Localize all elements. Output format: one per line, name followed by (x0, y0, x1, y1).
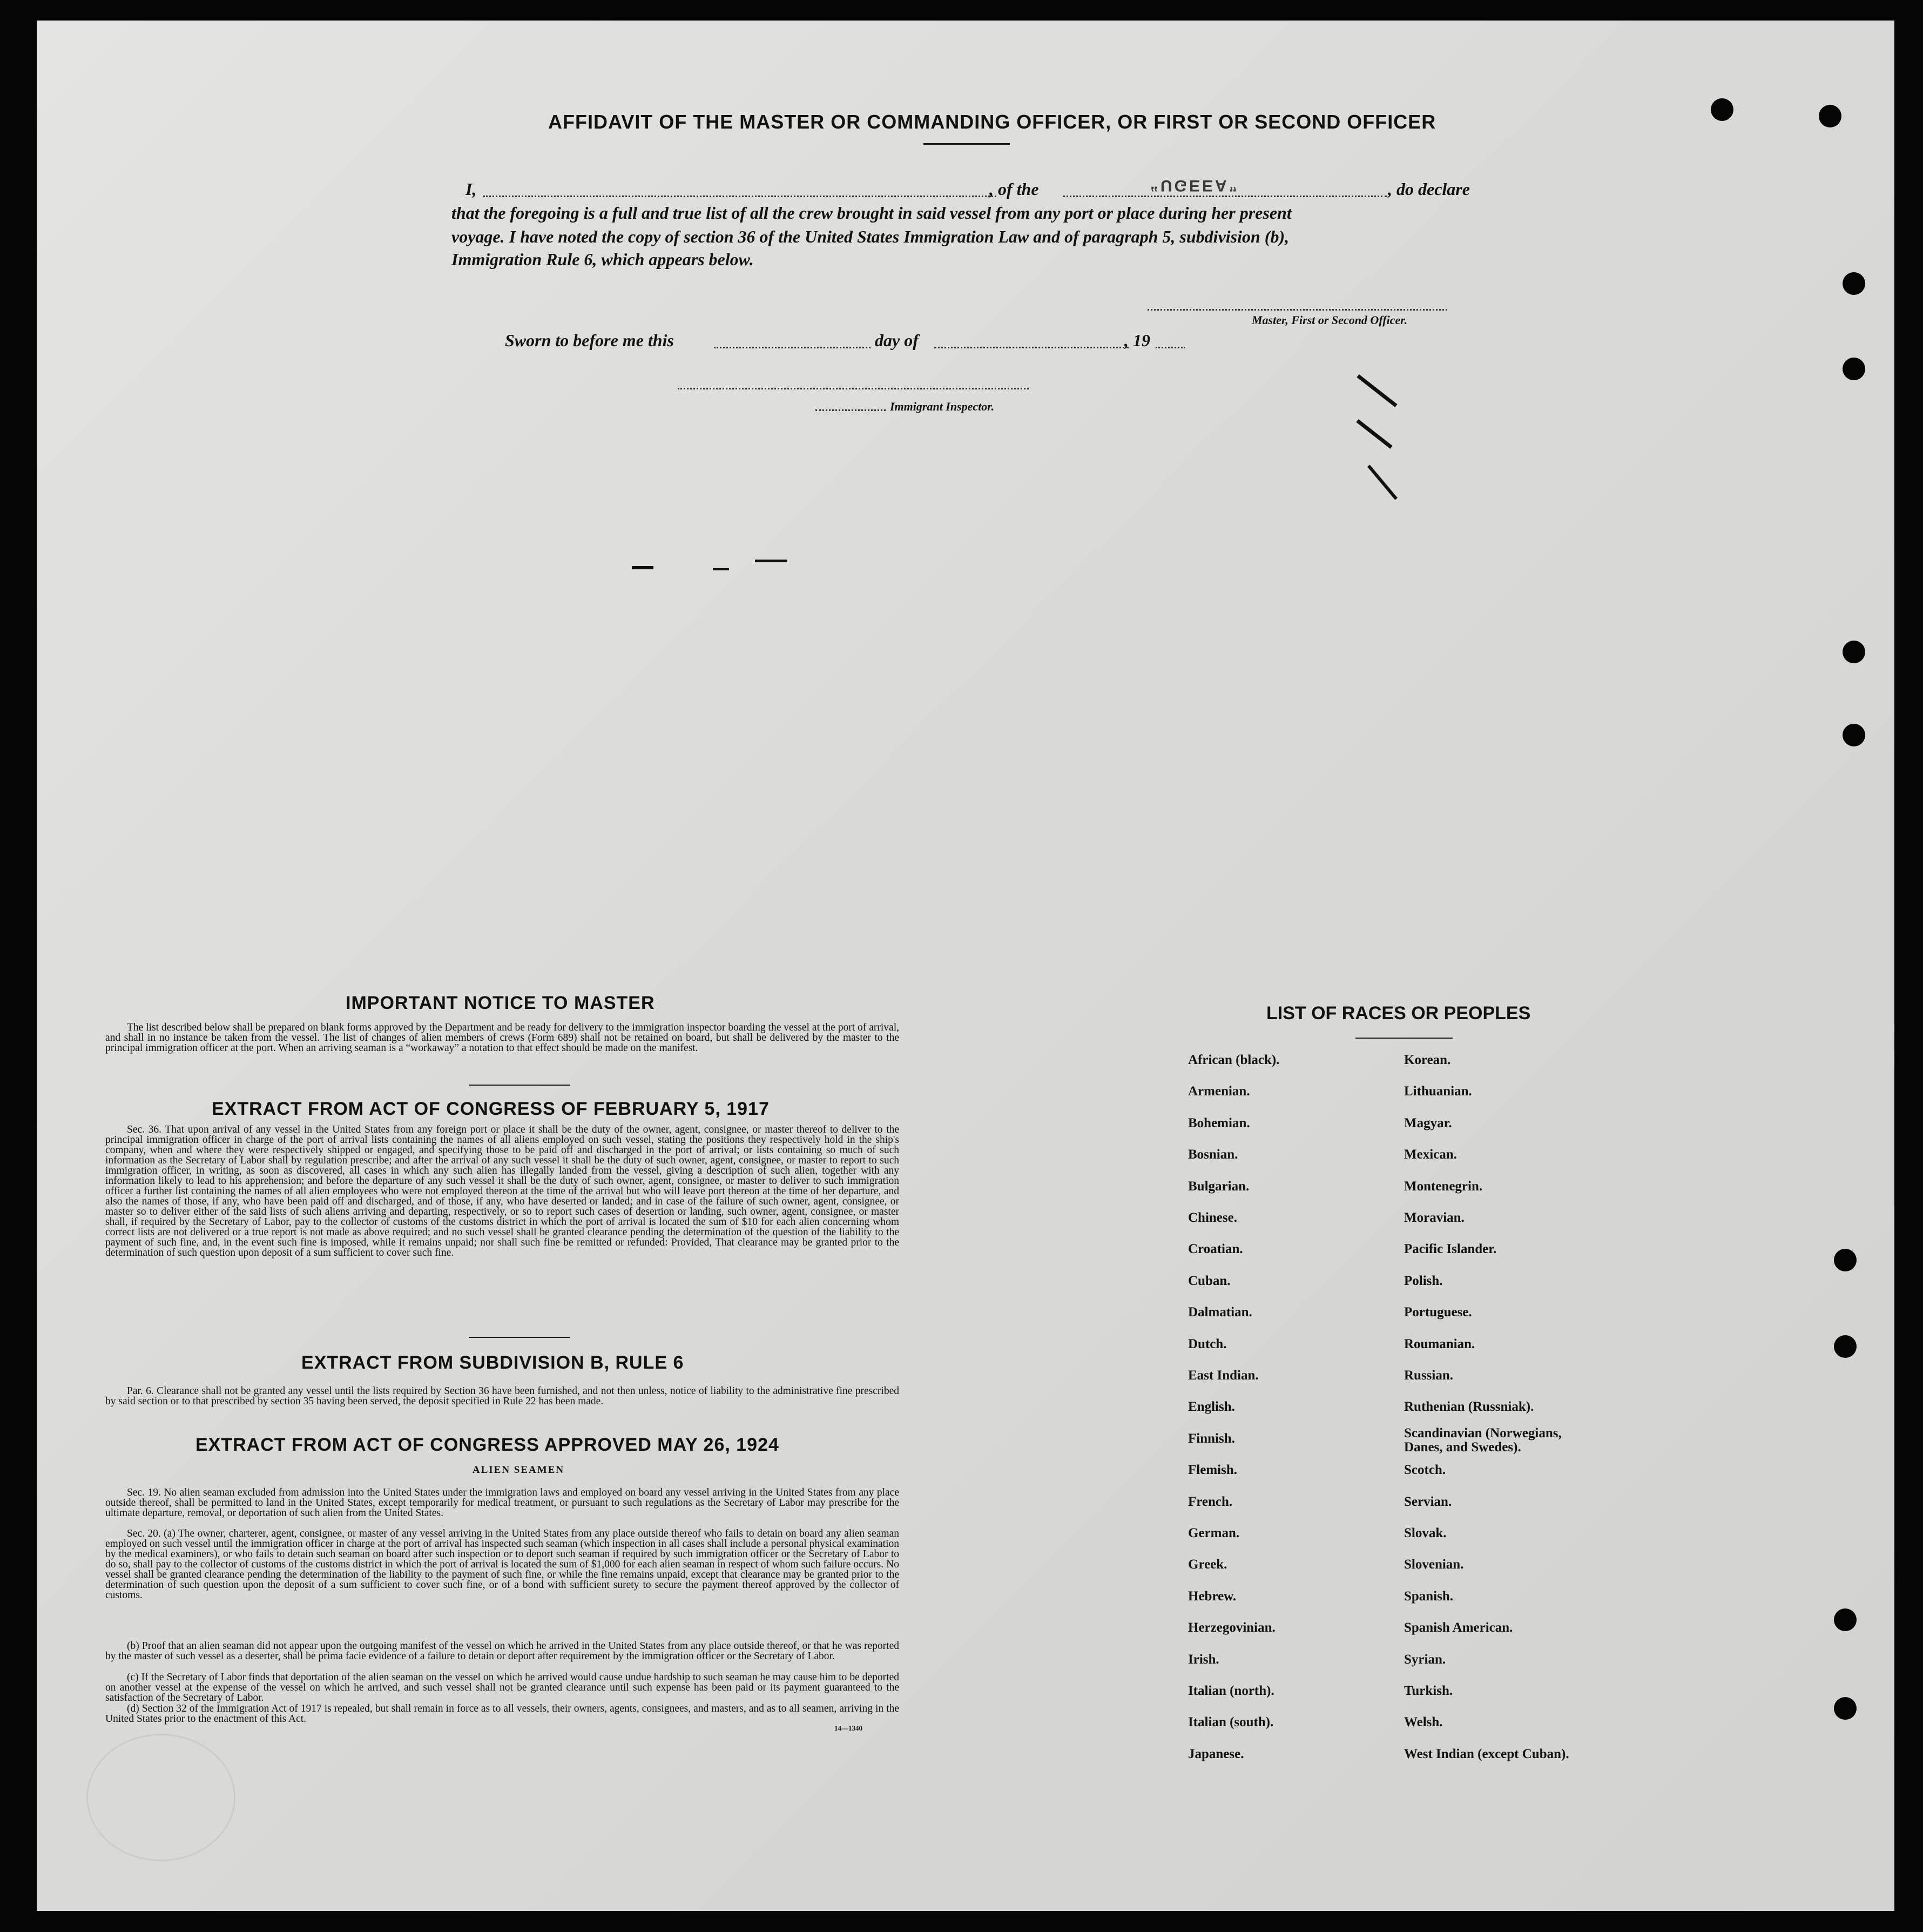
race-item: Slovenian. (1404, 1557, 1464, 1572)
extract-1924-sec-20c: (c) If the Secretary of Labor finds that deportation of the alien seaman on the vessel on which he arrived would cause undue hardship to such seaman he may cause him to be deported on another vessel at the expense of the vessel on which he arrived, and such vessel shall not be granted clearance until such expense has been paid or its payment guaranteed to the satisfaction of the Secretary of Labor. (105, 1672, 899, 1704)
race-item: Flemish. (1188, 1463, 1237, 1478)
sworn-month-field[interactable] (934, 347, 1129, 348)
race-item: East Indian. (1188, 1368, 1259, 1383)
of-the-label: , of the (989, 179, 1039, 199)
races-divider (1355, 1038, 1453, 1039)
race-item: Spanish. (1404, 1588, 1454, 1604)
race-item: Bohemian. (1188, 1115, 1250, 1130)
affidavit-title: AFFIDAVIT OF THE MASTER OR COMMANDING OFFICER, OR FIRST OR SECOND OFFICER (548, 111, 1436, 133)
sworn-label: Sworn to before me this (505, 331, 674, 350)
sworn-year-field[interactable] (1156, 347, 1185, 348)
race-item: Herzegovinian. (1188, 1620, 1276, 1635)
race-item: Lithuanian. (1404, 1084, 1472, 1099)
vessel-name-stamp: “UGEEA” (1150, 177, 1239, 194)
race-item: Bulgarian. (1188, 1179, 1250, 1194)
race-item: Montenegrin. (1404, 1179, 1483, 1194)
race-item: Cuban. (1188, 1273, 1231, 1288)
inspector-signature-field[interactable] (678, 388, 1029, 389)
extract-rule6-title: EXTRACT FROM SUBDIVISION B, RULE 6 (301, 1352, 684, 1373)
year-label: , 19 (1124, 331, 1150, 350)
race-item: Ruthenian (Russniak). (1404, 1399, 1534, 1415)
title-divider (923, 143, 1010, 145)
race-item: Russian. (1404, 1368, 1454, 1383)
affidavit-i-label: I, (465, 179, 477, 199)
faded-seal (86, 1734, 235, 1861)
race-item: Korean. (1404, 1053, 1451, 1067)
races-title: LIST OF RACES OR PEOPLES (1266, 1003, 1531, 1024)
ink-smudge (632, 566, 653, 569)
extract-1924-title: EXTRACT FROM ACT OF CONGRESS APPROVED MAY 26, 1924 (195, 1435, 779, 1455)
sworn-day-field[interactable] (714, 347, 871, 348)
race-item: Armenian. (1188, 1084, 1250, 1099)
ink-smudge (713, 568, 729, 570)
day-of-label: day of (875, 331, 919, 350)
extract-1924-sec-20a: Sec. 20. (a) The owner, charterer, agent, consignee, or master of any vessel arriving in the United States from any place outside thereof who fails to detain on board any alien seaman employed on such vessel until the immigration officer in charge at the port of arrival has inspected such seaman (which inspection in all cases shall include a personal physical examination by the medical examiners), or who fails to detain such seaman on board after such inspection or to deport such seaman if required by such immigration officer or the Secretary of Labor to do so, shall pay to the collector of customs of the customs district in which the port of arrival is located the sum of $1,000 for each alien seaman in respect of whom such failure occurs. No vessel shall be granted clearance pending the determination of the liability to the payment of such fine, or while the fine remains unpaid, except that clearance may be granted prior to the determination of such question upon the deposit of a sum sufficient to cover such fine, or of a bond with sufficient surety to secure the payment thereof approved by the collector of customs. (105, 1528, 899, 1601)
race-item: Bosnian. (1188, 1147, 1238, 1162)
race-item: Spanish American. (1404, 1620, 1513, 1635)
race-item: Finnish. (1188, 1431, 1235, 1446)
race-item: Hebrew. (1188, 1588, 1237, 1604)
race-item: Polish. (1404, 1273, 1443, 1288)
race-item: Slovak. (1404, 1526, 1447, 1540)
race-item: French. (1188, 1494, 1233, 1509)
race-item: English. (1188, 1399, 1235, 1415)
punch-hole (1819, 105, 1841, 127)
race-item: Croatian. (1188, 1242, 1243, 1257)
race-item: Japanese. (1188, 1746, 1244, 1761)
extract-1924-sec-19: Sec. 19. No alien seaman excluded from admission into the United States under the immigration laws and employed on board any vessel arriving in the United States from any place outside thereof, shall be permitted to land in the United States, except temporarily for medical treatment, or pursuant to such regulations as the Secretary of Labor may prescribe for the ultimate departure, removal, or deportation of such alien from the United States. (105, 1487, 899, 1519)
punch-hole (1834, 1335, 1857, 1358)
punch-hole (1843, 641, 1865, 663)
race-item: Dalmatian. (1188, 1305, 1252, 1320)
affidavit-line-1: that the foregoing is a full and true list of all the crew brought in said vessel from any port or place during her present (451, 203, 1292, 223)
punch-hole (1843, 272, 1865, 295)
inspector-signature-lead (815, 409, 886, 411)
punch-hole (1834, 1697, 1857, 1720)
vessel-name-field[interactable] (1063, 196, 1387, 197)
affidavit-line-2: voyage. I have noted the copy of section 36 of the United States Immigration Law and of paragraph 5, subdivision (b), (451, 227, 1290, 246)
race-item: Chinese. (1188, 1210, 1237, 1225)
race-item: Turkish. (1404, 1684, 1453, 1698)
race-item: German. (1188, 1526, 1240, 1540)
notice-text: The list described below shall be prepared on blank forms approved by the Department and be ready for delivery to the immigration inspector boarding the vessel at the port of arrival, and shall in no instance be taken from the vessel. The list of changes of alien members of crews (Form 689) shall not be retained on board, but shall be delivered by the master to the principal immigration officer at the port. When an arriving seaman is a “workaway” a notation to that effect should be made on the manifest. (105, 1022, 899, 1054)
affidavit-line-3: Immigration Rule 6, which appears below. (451, 250, 754, 269)
ink-smudge (755, 560, 787, 562)
extract-1924-subtitle: ALIEN SEAMEN (472, 1464, 565, 1476)
section-divider (469, 1337, 570, 1338)
master-name-field[interactable] (483, 196, 996, 197)
section-divider (469, 1085, 570, 1086)
extract-1924-sec-20d: (d) Section 32 of the Immigration Act of 1917 is repealed, but shall remain in force as to all vessels, their owners, agents, consignees, and masters, and as to all seamen, arriving in the United States prior to the enactment of this Act. (105, 1703, 899, 1725)
race-item: Pacific Islander. (1404, 1242, 1497, 1257)
form-number: 14—1340 (834, 1724, 862, 1732)
extract-rule6-text: Par. 6. Clearance shall not be granted any vessel until the lists required by Section 36 have been furnished, and not then unless, notice of liability to the administrative fine prescribed by said section or to that prescribed by section 35 having been served, the deposit specified in Rule 22 has been made. (105, 1385, 899, 1407)
master-signature-field[interactable] (1148, 309, 1447, 311)
race-item: Dutch. (1188, 1336, 1227, 1351)
punch-hole (1843, 724, 1865, 746)
race-item: Magyar. (1404, 1115, 1452, 1130)
extract-1917-title: EXTRACT FROM ACT OF CONGRESS OF FEBRUARY 5, 1917 (212, 1099, 770, 1119)
inspector-label: Immigrant Inspector. (890, 400, 995, 413)
race-item: Italian (north). (1188, 1684, 1274, 1698)
race-item: Portuguese. (1404, 1305, 1472, 1320)
master-signature-label: Master, First or Second Officer. (1252, 313, 1408, 327)
do-declare-label: , do declare (1388, 179, 1470, 199)
punch-hole (1834, 1608, 1857, 1631)
punch-hole (1834, 1249, 1857, 1271)
race-item: Welsh. (1404, 1715, 1443, 1730)
punch-hole (1843, 358, 1865, 380)
punch-hole (1711, 98, 1733, 121)
race-item: Scandinavian (Norwegians, Danes, and Swedes). (1404, 1425, 1562, 1455)
race-item: Italian (south). (1188, 1715, 1274, 1730)
race-item: African (black). (1188, 1053, 1280, 1067)
notice-title: IMPORTANT NOTICE TO MASTER (346, 993, 655, 1013)
race-item: West Indian (except Cuban). (1404, 1746, 1569, 1761)
race-item: Mexican. (1404, 1147, 1457, 1162)
extract-1917-text: Sec. 36. That upon arrival of any vessel in the United States from any foreign port or place it shall be the duty of the owner, agent, consignee, or master thereof to deliver to the principal immigration officer in charge of the port of arrival lists containing the names of all aliens employed on such vessel, stating the positions they respectively hold in the ship's company, when and where they were respectively shipped or engaged, and specifying those to be paid off and discharged in the port of arrival; or lists containing so much of such information as the Secretary of Labor shall by regulation prescribe; and after the arrival of any such vessel it shall be the duty of such owner, agent, consignee, or master to report to such immigration officer, in writing, as soon as discovered, all cases in which any such alien has illegally landed from the vessel, giving a description of such alien, together with any information likely to lead to his apprehension; and before the departure of any such vessel it shall be the duty of such owner, agent, consignee, or master to deliver to such immigration officer a further list containing the names of all alien employees who were not employed thereon at the time of the arrival but who will leave port thereon at the time of her departure, and also the names of those, if any, who have been paid off and discharged, and of those, if any, who have deserted or landed; and in case of the failure of such owner, agent, consignee, or master so to deliver either of the said lists of such aliens arriving and departing, respectively, or so to report such cases of desertion or landing, such owner, agent, consignee, or master shall, if required by the Secretary of Labor, pay to the collector of customs of the customs district in which the port of arrival is located the sum of $10 for each alien concerning whom correct lists are not delivered or a true report is not made as above required; and no such vessel shall be granted clearance pending the determination of the question of the liability to the payment of such fine, and, in the event such fine is imposed, while it remains unpaid; nor shall such fine be remitted or refunded: Provided, That clearance may be granted prior to the determination of such question upon deposit of a sum sufficient to cover such fine. (105, 1124, 899, 1258)
race-item: Irish. (1188, 1652, 1219, 1667)
race-item: Moravian. (1404, 1210, 1465, 1225)
extract-1924-sec-20b: (b) Proof that an alien seaman did not appear upon the outgoing manifest of the vessel on which he arrived in the United States from any place outside thereof, or that he was reported by the master of such vessel as a deserter, shall be prima facie evidence of a failure to detain or deport after requirement by the immigration officer or the Secretary of Labor. (105, 1640, 899, 1662)
race-item: Roumanian. (1404, 1336, 1475, 1351)
race-item: Servian. (1404, 1494, 1452, 1509)
race-item: Syrian. (1404, 1652, 1446, 1667)
race-item: Scotch. (1404, 1463, 1446, 1478)
form-sheet (37, 21, 1894, 1911)
race-item: Greek. (1188, 1557, 1227, 1572)
